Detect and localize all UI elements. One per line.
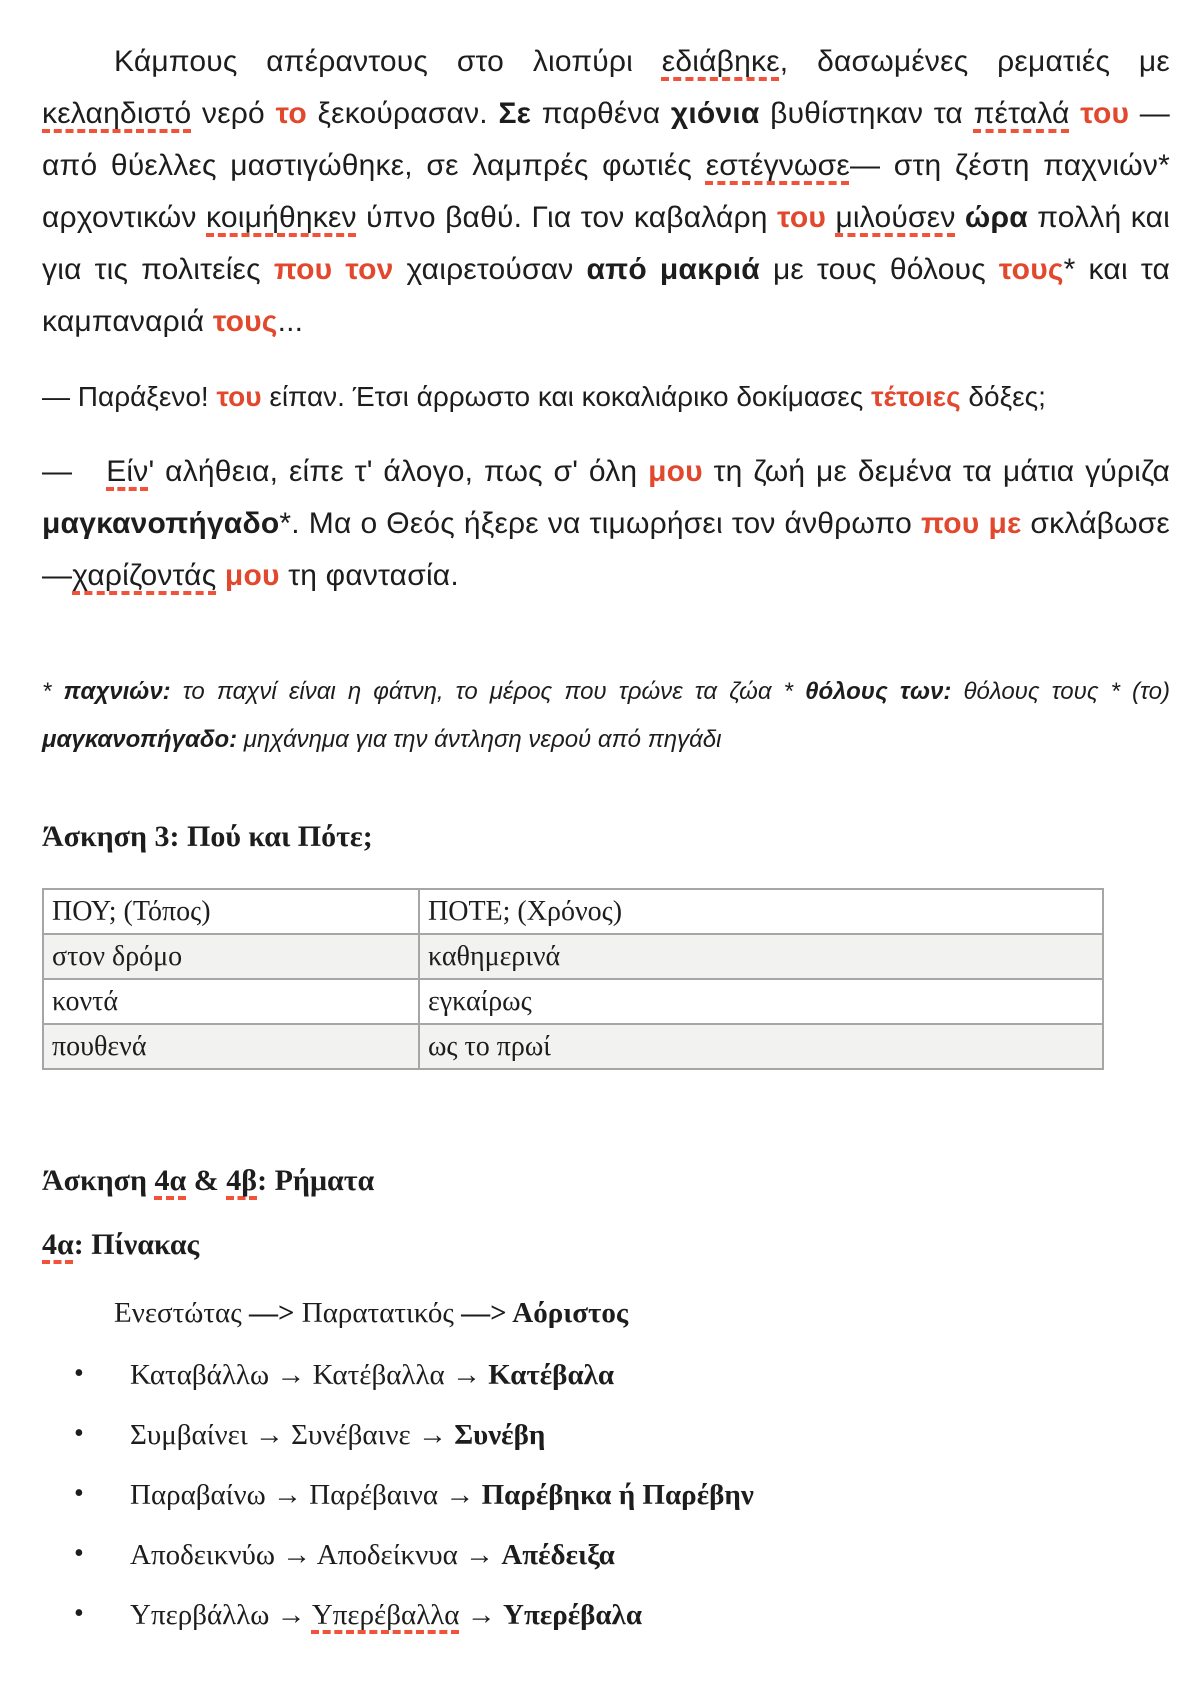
text-run: Υπερέβαλα <box>503 1599 643 1631</box>
text-run: Απέδειξα <box>501 1539 615 1571</box>
misspelled-word: 4β <box>226 1164 258 1197</box>
table-header-row <box>43 889 1103 934</box>
misspelled-word: 4α <box>154 1164 187 1197</box>
text-run: & <box>186 1164 227 1197</box>
misspelled-word: χαρίζοντάς <box>72 559 217 592</box>
verb-list <box>42 1358 1170 1632</box>
table-cell: στον δρόμο <box>43 934 419 979</box>
text-run: : Ρήματα <box>257 1164 375 1197</box>
highlighted-word: το <box>275 97 307 130</box>
text-run: — από θύελλες μαστιγώθηκε, σε λαμπρές φωτιές <box>42 97 1170 182</box>
text-run: τη ζωή με δεμένα τα μάτια γύριζα <box>702 455 1170 488</box>
text-run: σκλάβωσε — <box>42 507 1170 592</box>
table-row <box>43 934 1103 979</box>
verb-list-item <box>42 1538 1170 1572</box>
table-header-cell: ΠΟΥ; (Τόπος) <box>43 889 419 934</box>
verb-list-item-text <box>130 1419 545 1451</box>
highlighted-word: του <box>216 381 262 412</box>
verb-list-item <box>42 1418 1170 1452</box>
text-run: ξεκούρασαν. <box>306 97 499 130</box>
text-run: —> <box>248 1297 295 1329</box>
text-run: τη φαντασία. <box>279 559 459 592</box>
text-run: δόξες; <box>960 381 1046 412</box>
text-run: ' αλήθεια, είπε τ' άλογο, πως σ' όλη <box>148 455 649 488</box>
highlighted-word: μου <box>224 559 280 592</box>
exercise3-heading: Άσκηση 3: Πού και Πότε; <box>42 820 373 853</box>
misspelled-word: Είν <box>106 455 149 488</box>
text-run: Ενεστώτας <box>114 1297 249 1329</box>
exercise4a-subheading <box>42 1226 1170 1264</box>
dialogue-line-2 <box>42 446 1170 602</box>
text-run: — Παράξενο! <box>42 381 217 412</box>
verb-list-item-text <box>130 1539 615 1571</box>
text-run: βυθίστηκαν τα <box>759 97 974 130</box>
text-run: ... <box>277 305 304 338</box>
highlighted-word: που με <box>920 507 1022 540</box>
text-run: * <box>42 678 64 705</box>
text-run: θόλους των: <box>805 678 952 705</box>
text-run: Άσκηση <box>42 1164 155 1197</box>
verb-list-item <box>42 1478 1170 1512</box>
text-run: Παρατατικός <box>294 1297 462 1329</box>
text-run: από μακριά <box>586 253 760 286</box>
text-run: Κατέβαλα <box>488 1359 615 1391</box>
verb-list-item-text <box>130 1599 642 1631</box>
text-run: : Πίνακας <box>73 1228 200 1261</box>
text-run: *. Μα ο Θεός ήξερε να τιμωρήσει τον άνθρωπο <box>279 507 921 540</box>
text-run <box>956 201 965 234</box>
text-run: Αποδεικνύω → Αποδείκνυα → <box>130 1539 502 1571</box>
table-cell: καθημερινά <box>419 934 1103 979</box>
text-run: —> Αόριστος <box>461 1297 629 1329</box>
story-paragraph <box>42 36 1170 348</box>
verb-list-item-text <box>130 1479 754 1511</box>
text-run <box>1070 97 1081 130</box>
text-run: το παχνί είναι η φάτνη, το μέρος που τρώνε τα ζώα * <box>170 678 806 705</box>
text-run: ύπνο βαθύ. Για τον καβαλάρη <box>356 201 778 234</box>
table-cell: εγκαίρως <box>419 979 1103 1024</box>
bullet-icon: • <box>74 1358 84 1389</box>
text-run: Συνέβη <box>454 1419 546 1451</box>
dialogue-line-1 <box>42 371 1170 423</box>
text-run: Κάμπους απέραντους στο λιοπύρι <box>114 45 662 78</box>
text-run: μαγκανοπήγαδο: <box>42 726 238 753</box>
footnote-glossary <box>42 668 1170 764</box>
text-run: μαγκανοπήγαδο <box>42 507 280 540</box>
text-run: Παραβαίνω → Παρέβαινα → <box>130 1479 482 1511</box>
text-run: χιόνια <box>670 97 760 130</box>
misspelled-word: μιλούσεν <box>835 201 956 234</box>
highlighted-word: τους <box>998 253 1064 286</box>
text-run: — <box>42 455 73 488</box>
text-run: Σε <box>498 97 532 130</box>
verb-list-item <box>42 1598 1170 1632</box>
highlighted-word: μου <box>648 455 703 488</box>
table-cell: κοντά <box>43 979 419 1024</box>
table-row <box>43 1024 1103 1069</box>
text-run: * και τα καμπαναριά <box>42 253 1170 338</box>
bullet-icon: • <box>74 1538 84 1569</box>
text-run: — στη ζέστη παχνιών* αρχοντικών <box>42 149 1170 234</box>
table-cell: πουθενά <box>43 1024 419 1069</box>
bullet-icon: • <box>74 1478 84 1509</box>
verb-list-item-text <box>130 1359 614 1391</box>
text-run: Συμβαίνει → Συνέβαινε → <box>130 1419 455 1451</box>
place-time-table <box>42 888 1104 1070</box>
text-run: Καταβάλλω → Κατέβαλλα → <box>130 1359 489 1391</box>
highlighted-word: τους <box>212 305 278 338</box>
text-run: χαιρετούσαν <box>393 253 587 286</box>
highlighted-word: του <box>1080 97 1130 130</box>
text-run: με τους θόλους <box>759 253 999 286</box>
text-run: Παρέβηκα ή Παρέβην <box>481 1479 754 1511</box>
text-run: θόλους τους * (το) <box>951 678 1171 705</box>
table-row <box>43 979 1103 1024</box>
verb-list-item <box>42 1358 1170 1392</box>
table-cell: ως το πρωί <box>419 1024 1103 1069</box>
misspelled-word: εστέγνωσε <box>705 149 850 182</box>
text-run: , δασωμένες ρεματιές με <box>779 45 1170 78</box>
text-run: Υπερβάλλω → <box>130 1599 312 1631</box>
misspelled-word: Υπερέβαλλα <box>311 1599 460 1631</box>
text-run <box>216 559 225 592</box>
highlighted-word: του <box>777 201 827 234</box>
text-run: νερό <box>191 97 276 130</box>
highlighted-word: τέτοιες <box>871 381 961 412</box>
table-header-cell: ΠΟΤΕ; (Χρόνος) <box>419 889 1103 934</box>
bullet-icon: • <box>74 1598 84 1629</box>
tense-sequence-line <box>114 1294 1170 1332</box>
exercise4-heading <box>42 1162 1170 1200</box>
text-run: παχνιών: <box>63 678 171 705</box>
text-run: πολλή και για τις πολιτείες <box>42 201 1170 286</box>
text-run: παρθένα <box>531 97 671 130</box>
text-run: → <box>459 1599 504 1631</box>
misspelled-word: 4α <box>42 1228 74 1261</box>
misspelled-word: πέταλά <box>973 97 1070 130</box>
highlighted-word: που τον <box>273 253 394 286</box>
text-run: είπαν. Έτσι άρρωστο και κοκαλιάρικο δοκίμασες <box>261 381 872 412</box>
misspelled-word: εδιάβηκε <box>661 45 780 78</box>
text-run: ώρα <box>964 201 1028 234</box>
misspelled-word: κελαηδιστό <box>42 97 192 130</box>
misspelled-word: κοιμήθηκεν <box>206 201 357 234</box>
text-run: μηχάνημα για την άντληση νερού από πηγάδι <box>237 726 722 753</box>
bullet-icon: • <box>74 1418 84 1449</box>
